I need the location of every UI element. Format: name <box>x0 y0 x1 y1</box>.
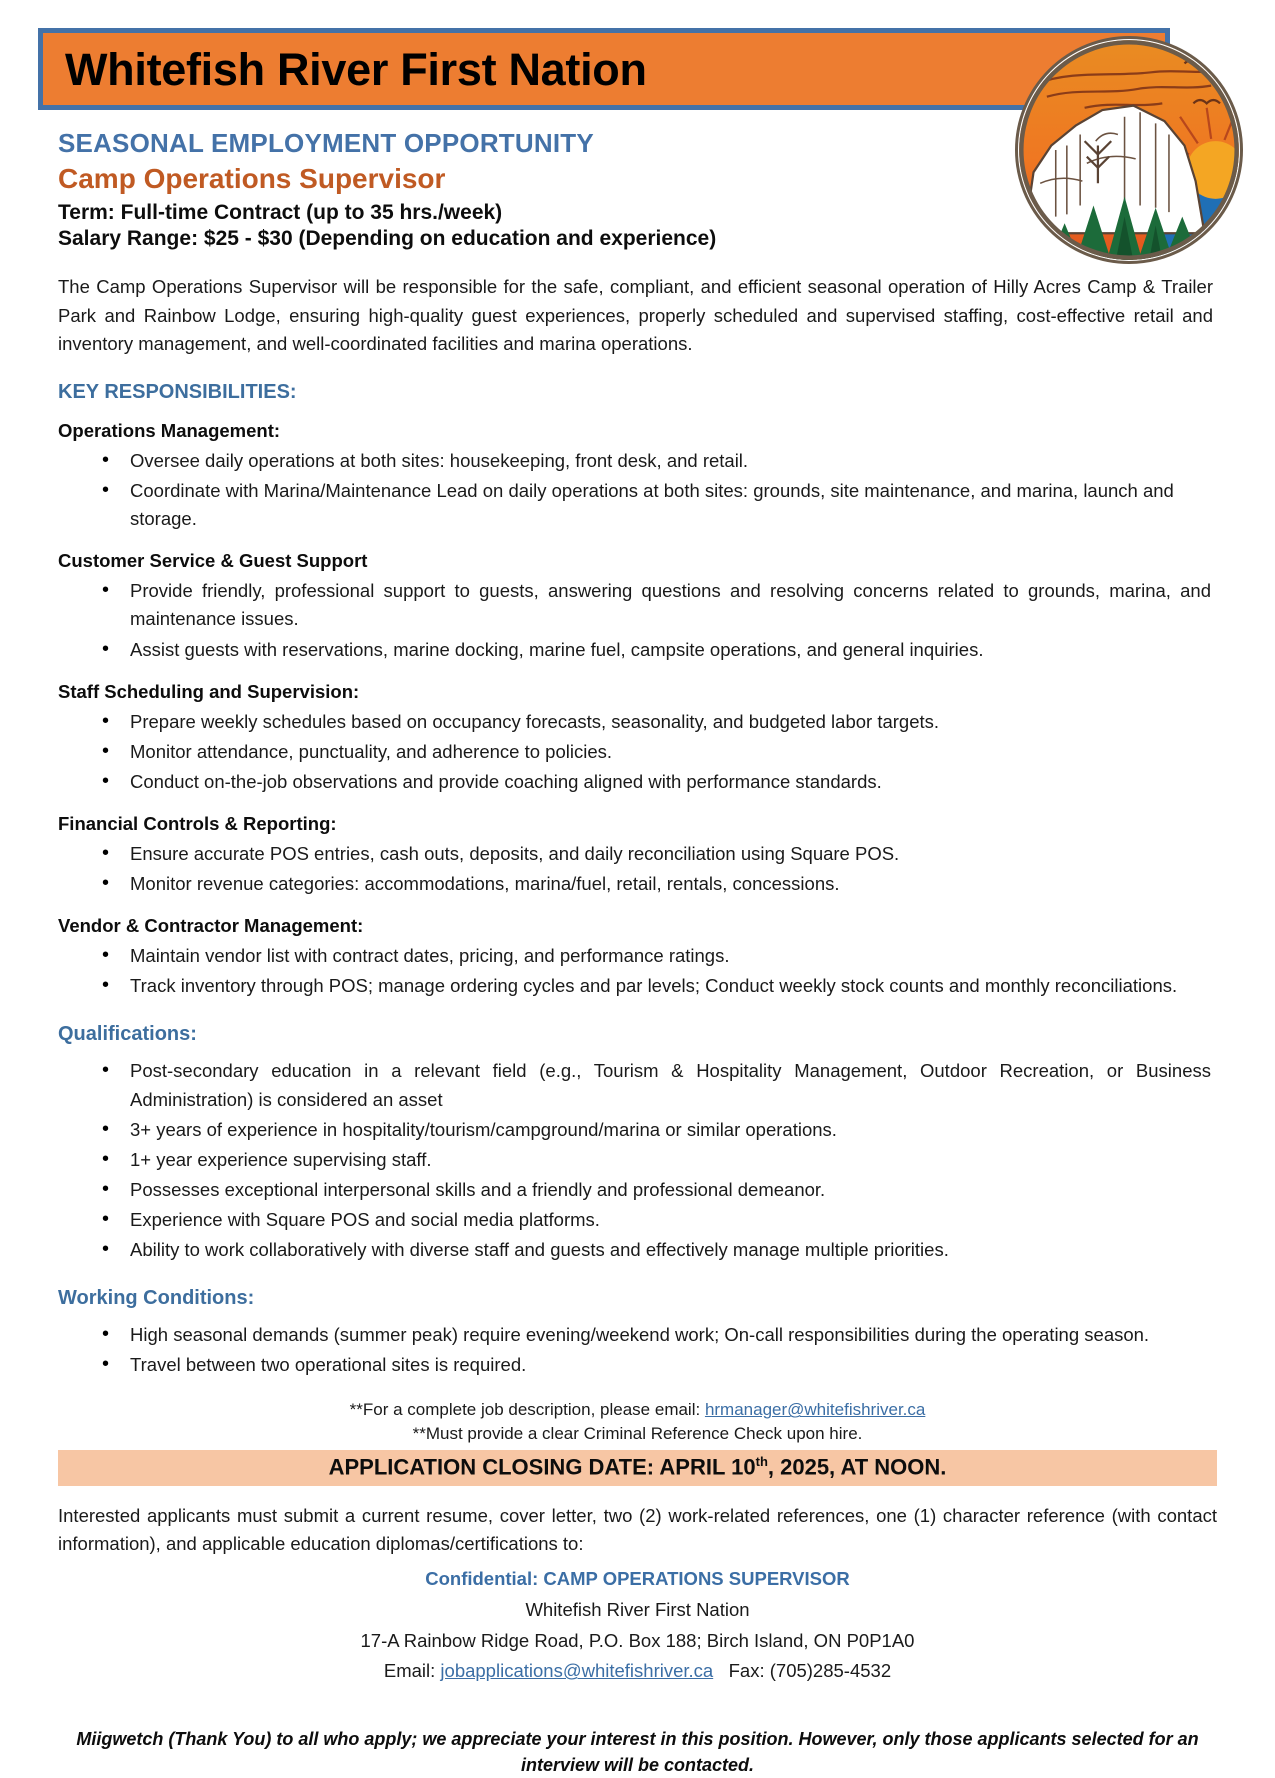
key-responsibilities-heading: KEY RESPONSIBILITIES: <box>58 381 297 404</box>
email-label: Email: <box>383 1660 436 1682</box>
list-item: • 1+ year experience supervising staff. <box>102 1145 1217 1175</box>
term-line: Term: Full-time Contract (up to 35 hrs./week) <box>58 201 503 224</box>
working-conditions-heading: Working Conditions: <box>58 1287 255 1310</box>
organization-name: Whitefish River First Nation <box>65 43 647 95</box>
list-item: • High seasonal demands (summer peak) require evening/weekend work; On-call responsibilities during the operating season. <box>102 1320 1217 1350</box>
criminal-check-note: **Must provide a clear Criminal Reference Check upon hire. <box>412 1424 863 1444</box>
whitefish-river-first-nation-logo-icon <box>1015 36 1243 264</box>
list-item: • Monitor revenue categories: accommodations, marina/fuel, retail, rentals, concessions. <box>102 869 1217 899</box>
intro-paragraph: The Camp Operations Supervisor will be responsible for the safe, compliant, and efficient seasonal operation of Hilly Acres Camp & Trailer Park and Rainbow Lodge, ensuring high-quality guest experiences, properly scheduled and supervised staffing, cost-effective retail and inventory management, and well-coordinated facilities and marina operations. <box>58 276 1213 355</box>
closing-date-suffix: , 2025, AT NOON. <box>767 1454 947 1480</box>
list-item: • Maintain vendor list with contract dates, pricing, and performance ratings. <box>102 941 1217 971</box>
responsibility-group-title: Operations Management: <box>58 420 281 442</box>
job-description-note <box>58 1400 1217 1420</box>
responsibility-group-title: Customer Service & Guest Support <box>58 550 368 572</box>
responsibility-list <box>58 446 1217 534</box>
posting-subtitle: SEASONAL EMPLOYMENT OPPORTUNITY <box>58 128 594 158</box>
responsibility-group-title: Financial Controls & Reporting: <box>58 813 337 834</box>
qualifications-heading: Qualifications: <box>58 1023 197 1046</box>
list-item: • Assist guests with reservations, marine docking, marine fuel, campsite operations, and general inquiries. <box>102 635 1217 665</box>
responsibility-list <box>58 941 1217 1001</box>
list-item: • Track inventory through POS; manage ordering cycles and par levels; Conduct weekly stock counts and monthly reconciliations. <box>102 971 1217 1001</box>
organization-banner <box>38 28 1170 110</box>
fax-number: Fax: (705)285-4532 <box>728 1660 892 1682</box>
application-organization: Whitefish River First Nation <box>525 1598 750 1620</box>
closing-date-superscript: th <box>755 1454 768 1470</box>
responsibility-list <box>58 576 1217 664</box>
list-item: • Ensure accurate POS entries, cash outs, deposits, and daily reconciliation using Square POS. <box>102 839 1217 869</box>
confidential-subject-line: Confidential: CAMP OPERATIONS SUPERVISOR <box>425 1568 850 1590</box>
application-contact-line <box>58 1657 1217 1686</box>
document-content <box>0 128 1275 1778</box>
list-item: • Travel between two operational sites is required. <box>102 1350 1217 1380</box>
responsibility-list <box>58 707 1217 797</box>
application-instructions: Interested applicants must submit a current resume, cover letter, two (2) work-related references, one (1) character reference (with contact information), and applicable education diplomas/certifications to: <box>58 1504 1217 1554</box>
qualifications-list <box>58 1056 1217 1265</box>
job-posting-page <box>0 28 1275 1776</box>
application-address: 17-A Rainbow Ridge Road, P.O. Box 188; Birch Island, ON P0P1A0 <box>360 1629 915 1651</box>
list-item: • Experience with Square POS and social media platforms. <box>102 1205 1217 1235</box>
list-item: • Ability to work collaboratively with diverse staff and guests and effectively manage multiple priorities. <box>102 1235 1217 1265</box>
salary-line: Salary Range: $25 - $30 (Depending on education and experience) <box>58 227 717 250</box>
list-item: • Post-secondary education in a relevant field (e.g., Tourism & Hospitality Management, Outdoor Recreation, or Business Administration) is considered an asset <box>102 1056 1217 1114</box>
working-conditions-list <box>58 1320 1217 1380</box>
responsibility-group-title: Vendor & Contractor Management: <box>58 915 364 937</box>
list-item: • Coordinate with Marina/Maintenance Lead on daily operations at both sites: grounds, site maintenance, and marina, launch and storage. <box>102 476 1217 534</box>
list-item: • Conduct on-the-job observations and provide coaching aligned with performance standards. <box>102 767 1217 797</box>
list-item: • Possesses exceptional interpersonal skills and a friendly and professional demeanor. <box>102 1175 1217 1205</box>
closing-date-prefix: APPLICATION CLOSING DATE: APRIL 10 <box>328 1454 756 1480</box>
hr-manager-email-link[interactable]: hrmanager@whitefishriver.ca <box>704 1400 926 1420</box>
responsibility-list <box>58 839 1217 899</box>
page-title: Camp Operations Supervisor <box>58 163 446 194</box>
thank-you-footer: Miigwetch (Thank You) to all who apply; we appreciate your interest in this position. However, only those applicants selected for an interview will be contacted. <box>76 1728 1199 1776</box>
list-item: • Oversee daily operations at both sites: housekeeping, front desk, and retail. <box>102 446 1217 476</box>
job-description-note-text: **For a complete job description, please email: <box>349 1400 705 1420</box>
list-item: • Prepare weekly schedules based on occupancy forecasts, seasonality, and budgeted labor targets. <box>102 707 1217 737</box>
responsibility-group-title: Staff Scheduling and Supervision: <box>58 680 360 702</box>
list-item: • 3+ years of experience in hospitality/tourism/campground/marina or similar operations. <box>102 1115 1217 1145</box>
list-item: • Monitor attendance, punctuality, and adherence to policies. <box>102 737 1217 767</box>
list-item: • Provide friendly, professional support to guests, answering questions and resolving concerns related to grounds, marina, and maintenance issues. <box>102 576 1217 634</box>
application-closing-date-banner <box>58 1450 1217 1485</box>
job-applications-email-link[interactable]: jobapplications@whitefishriver.ca <box>440 1660 714 1682</box>
